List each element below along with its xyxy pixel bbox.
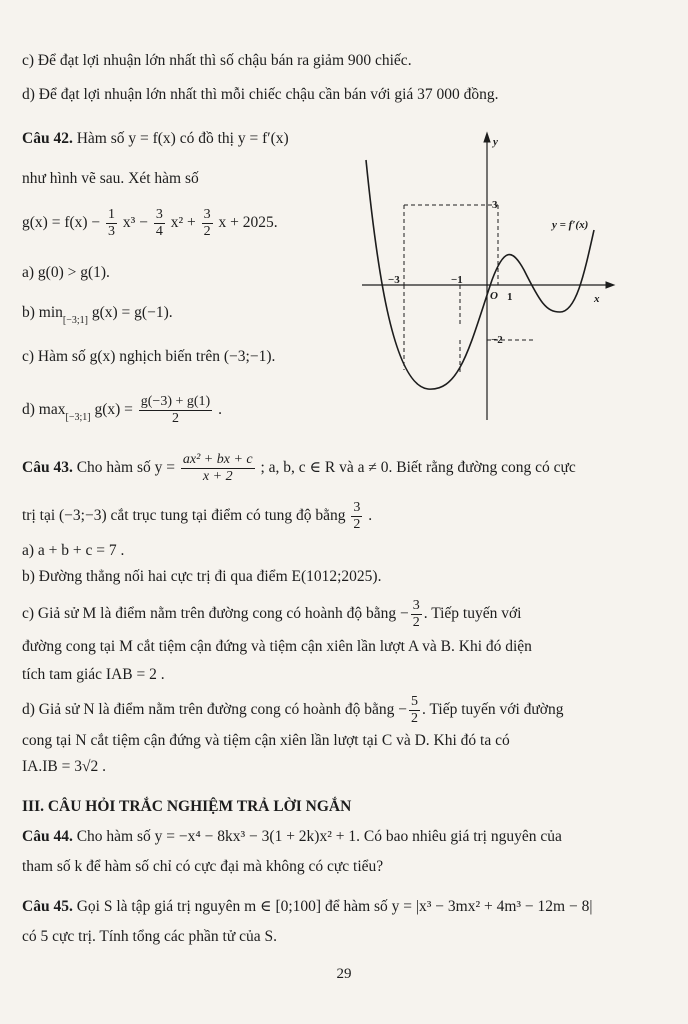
origin-label: O [490,290,498,302]
x-axis-label: x [594,293,600,305]
q43-statement: Câu 43. Cho hàm số y = $\frac{\text{ax² + bx + c}}{x + 2}$ ; a, b, c ∈ R và a ≠ 0. Biết rằng đường cong có cực [22,451,576,484]
frac-5-2: $\frac{5}{2}$ [411,693,418,726]
q42-statement [22,128,289,150]
q43-option-c-line1: c) Giả sử M là điểm nằm trên đường cong có hoành độ bằng − $\frac{3}{2}$ . Tiếp tuyến với [22,597,522,630]
q44-label: Câu 44. [22,828,73,845]
q42-label: Câu 42. [22,130,73,147]
g-mid2: x² + [170,214,196,231]
section-title: III. CÂU HỎI TRẮC NGHIỆM TRẢ LỜI NGẮN [22,798,352,815]
frac-1-3: $\frac{1}{3}$ [108,206,116,239]
tick-label-m3: −3 [388,274,400,286]
tick-label-1: 1 [507,291,513,303]
q42-text: Hàm số y = f(x) có đồ thị y = f′(x) [76,130,289,147]
q43-option-c-line2: đường cong tại M cắt tiệm cận đứng và tiệm cận xiên lần lượt A và B. Khi đó diện [22,638,532,655]
q43-option-d-line1: d) Giả sử N là điểm nằm trên đường cong có hoành độ bằng − $\frac{5}{2}$ . Tiếp tuyến với đường [22,693,564,726]
q42-option-d: d) $\max_{[-3;1]} g(x)$ = $\frac{g(-3) + g(1)}{2}$ . [22,393,222,426]
y-axis-label: y [493,136,498,148]
frac-3-4: $\frac{3}{4}$ [155,206,163,239]
q43-option-c-line3: tích tam giác IAB = 2 . [22,666,165,683]
tick-label-m2: −2 [491,334,503,346]
q44-statement-line2: tham số k để hàm số chỉ có cực đại mà không có cực tiểu? [22,858,384,875]
q45-statement: Câu 45. Gọi S là tập giá trị nguyên m ∈ [0;100] để hàm số y = |x³ − 3mx² + 4m³ − 12m − 8| [22,898,593,915]
q44-statement: Câu 44. Cho hàm số y = −x⁴ − 8kx³ − 3(1 + 2k)x² + 1. Có bao nhiêu giá trị nguyên của [22,828,562,845]
q43-option-b: b) Đường thẳng nối hai cực trị đi qua điểm E(1012;2025). [22,568,382,585]
frac-g-sum: $\frac{g(-3) + g(1)}{2}$ [140,393,211,426]
q43-statement-line2: trị tại (−3;−3) cắt trục tung tại điểm có tung độ bằng $\frac{3}{2}$ . [22,499,373,532]
q43-option-d-line2: cong tại N cắt tiệm cận đứng và tiệm cận xiên lần lượt tại C và D. Khi đó ta có [22,732,510,749]
g-mid1: x³ − [122,214,148,231]
frac-3-2-b: $\frac{3}{2}$ [353,499,361,532]
q42-option-a: a) g(0) > g(1). [22,264,110,281]
q42-option-c: c) Hàm số g(x) nghịch biến trên (−3;−1). [22,348,276,365]
q45-statement-line2: có 5 cực trị. Tính tổng các phần tử của S. [22,928,277,945]
q42-text2: như hình vẽ sau. Xét hàm số [22,170,199,187]
y-arrow-icon [484,133,490,142]
curve-label: y = f′(x) [552,219,589,231]
derivative-graph [362,130,616,420]
q43-label: Câu 43. [22,459,73,476]
x-arrow-icon [606,282,614,288]
q43-option-d-line3: IA.IB = 3√2 . [22,758,106,775]
q41-option-d: d) Để đạt lợi nhuận lớn nhất thì mỗi chiếc chậu cần bán với giá 37 000 đồng. [22,86,499,103]
q42-option-b: b) $\min_{[-3;1]} g(x) = g(-1)$. [22,304,173,326]
q43-option-a: a) a + b + c = 7 . [22,542,125,559]
q45-label: Câu 45. [22,898,73,915]
derivative-curve [366,160,594,389]
tick-label-m1: −1 [451,274,463,286]
page-number: 29 [336,966,352,982]
g-lhs: g(x) = f(x) − [22,214,101,231]
g-end: x + 2025. [218,214,278,231]
q42-g-definition [22,206,278,240]
frac-rational-function: $\frac{\text{ax² + bx + c}}{x + 2}$ [182,451,253,484]
frac-3-2: $\frac{3}{2}$ [203,206,211,239]
tick-label-3: 3 [492,199,498,211]
q41-option-c: c) Để đạt lợi nhuận lớn nhất thì số chậu bán ra giảm 900 chiếc. [22,52,412,69]
frac-3-2-c: $\frac{3}{2}$ [412,597,420,630]
